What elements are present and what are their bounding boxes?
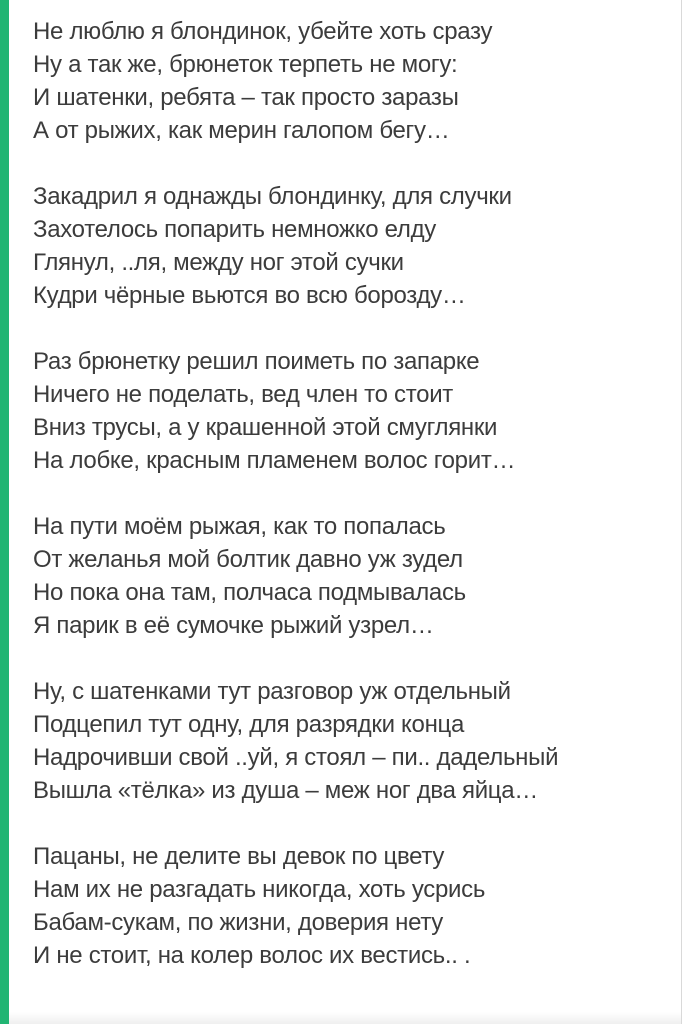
poem-line: Раз брюнетку решил поиметь по запарке — [33, 348, 480, 375]
right-divider — [681, 0, 682, 1024]
poem-line: Нам их не разгадать никогда, хоть усрись — [33, 876, 486, 903]
poem-line: Ну а так же, брюнеток терпеть не могу: — [33, 51, 458, 78]
poem-line: От желанья мой болтик давно уж зудел — [33, 546, 463, 573]
poem-line: Надрочивши свой ..уй, я стоял – пи.. дадельный — [33, 744, 559, 771]
poem-line: А от рыжих, как мерин галопом бегу… — [33, 117, 450, 144]
quote-accent-bar — [0, 0, 9, 1024]
poem-line: Подцепил тут одну, для разрядки конца — [33, 711, 465, 738]
poem-line: Кудри чёрные вьются во всю борозду… — [33, 282, 466, 309]
poem-line: Я парик в её сумочке рыжий узрел… — [33, 612, 434, 639]
poem-line: Захотелось попарить немножко елду — [33, 216, 436, 243]
poem-line: И шатенки, ребята – так просто заразы — [33, 84, 459, 111]
poem-line: Пацаны, не делите вы девок по цвету — [33, 843, 445, 870]
poem-line: Но пока она там, полчаса подмывалась — [33, 579, 466, 606]
stanza — [33, 345, 660, 477]
poem-line: Не люблю я блондинок, убейте хоть сразу — [33, 18, 493, 45]
stanza — [33, 675, 660, 807]
poem-line: На пути моём рыжая, как то попалась — [33, 513, 446, 540]
poem-line: Закадрил я однажды блондинку, для случки — [33, 183, 512, 210]
poem-line: Вниз трусы, а у крашенной этой смуглянки — [33, 414, 498, 441]
poem-line: Ничего не поделать, вед член то стоит — [33, 381, 453, 408]
poem-line: Бабам-сукам, по жизни, доверия нету — [33, 909, 443, 936]
stanza — [33, 840, 660, 972]
poem-line: Вышла «тёлка» из душа – меж ног два яйца… — [33, 777, 539, 804]
poem-line: Глянул, ..ля, между ног этой сучки — [33, 249, 404, 276]
stanza — [33, 180, 660, 312]
stanza — [33, 510, 660, 642]
poem-line: Ну, с шатенками тут разговор уж отдельный — [33, 678, 511, 705]
bottom-fade — [9, 1012, 681, 1024]
poem-text — [33, 15, 660, 1005]
stanza — [33, 15, 660, 147]
poem-line: На лобке, красным пламенем волос горит… — [33, 447, 516, 474]
poem-line: И не стоит, на колер волос их вестись.. . — [33, 942, 471, 969]
